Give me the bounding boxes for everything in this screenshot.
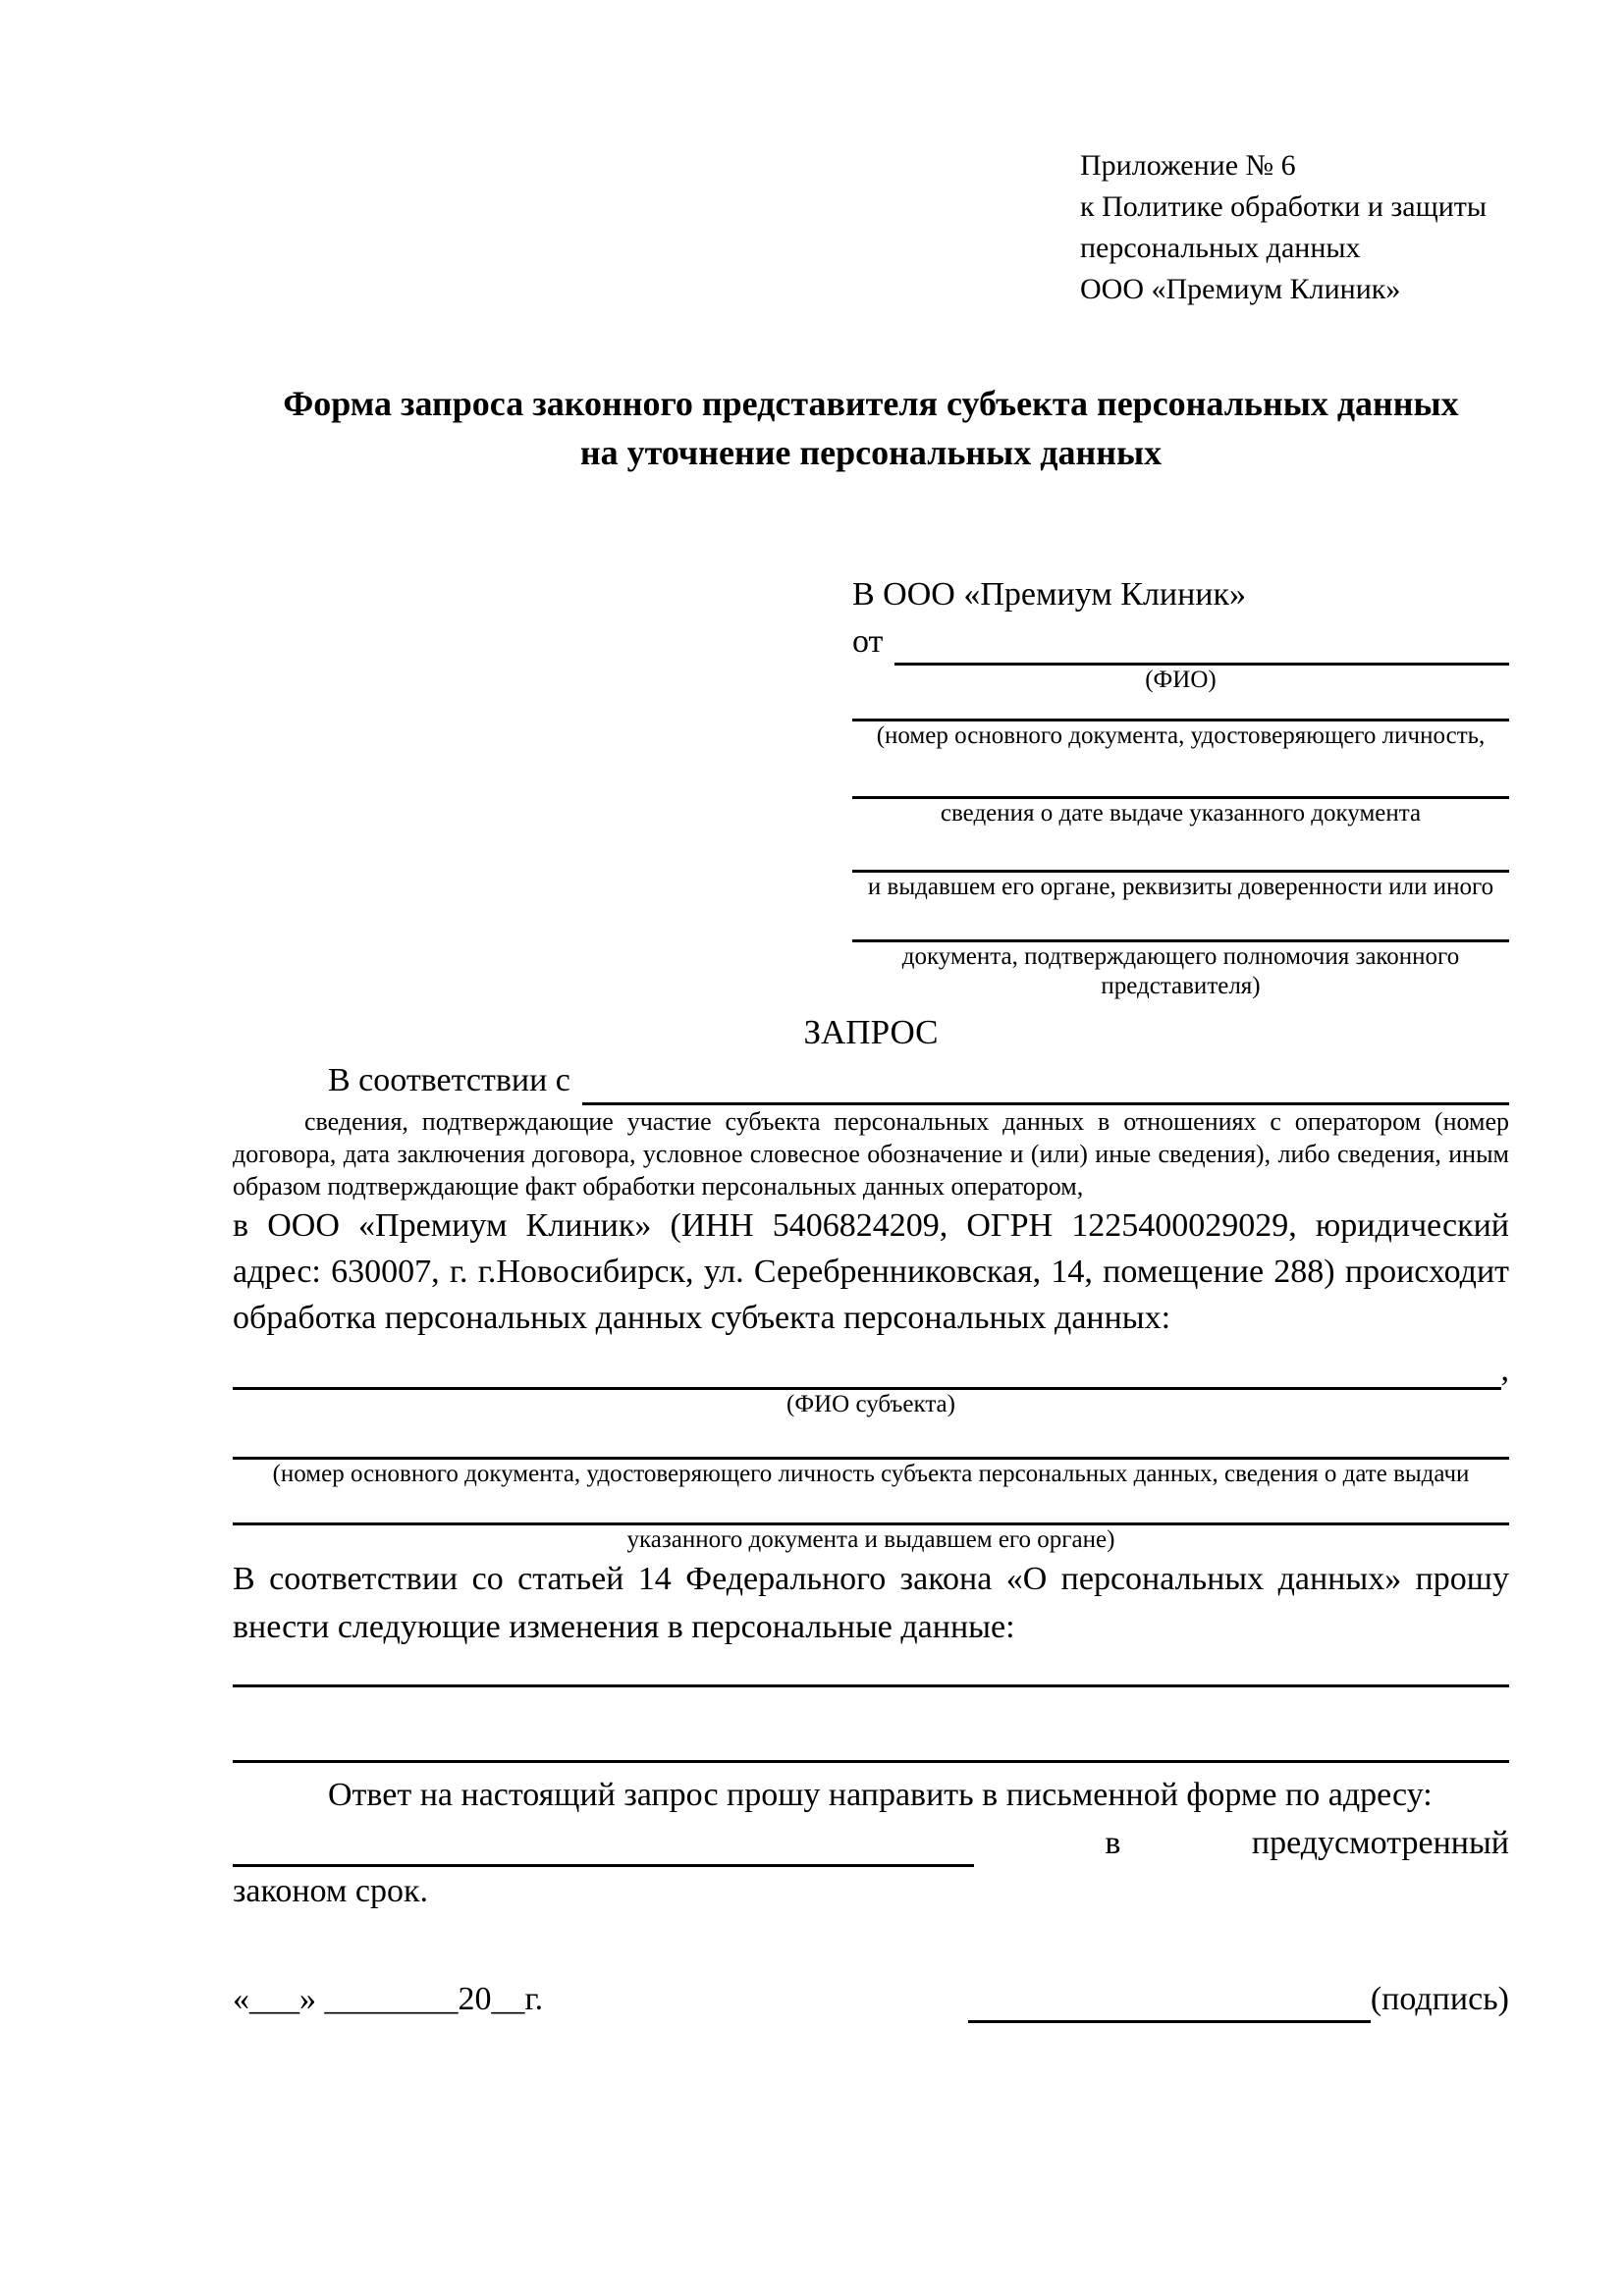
answer-line-3: законом срок. [233,1873,428,1909]
operator-paragraph: в ООО «Премиум Клиник» (ИНН 5406824209, ОГРН 1225400029029, юридический адрес: 630007, г. г.Новосибирск, ул. Серебренниковская, 14, помещение 288) происходит обработка персональных данных субъекта персональных данных: [233,1207,1509,1336]
subject-fio-row [233,1351,1509,1390]
signature-block [968,1976,1509,2023]
answer-word-in: в [1105,1825,1121,1861]
answer-word-stipulated: предусмотренный [1251,1825,1509,1861]
appendix-block [1080,145,1509,310]
changes-blank-line [233,1715,1509,1763]
representative-doc-caption: (номер основного документа, удостоверяющего личность, [876,722,1486,749]
changes-blank-line [233,1665,1509,1687]
accordance-row [233,1056,1509,1105]
date-field: «___» ________20__г. [233,1981,544,2017]
signature-caption: (подпись) [1370,1981,1509,2017]
page-title-line-2: на уточнение персональных данных [579,433,1163,472]
answer-address-row [233,1819,1509,1867]
appendix-line: к Политике обработки и защиты [1080,190,1488,223]
accordance-note: сведения, подтверждающие участие субъекта персональных данных в отношениях с оператором (номер договора, дата заключения договора, условное словесное обозначение и (или) иные сведения), либо сведения, иным образом подтверждающие факт обработки персональных данных оператором, [233,1107,1509,1201]
page-title-line-1: Форма запроса законного представителя субъекта персональных данных [283,384,1459,423]
from-row [852,618,1509,666]
representative-doc-caption: документа, подтверждающего полномочия законного представителя) [901,943,1460,999]
subject-fio-line [233,1351,1501,1390]
representative-doc-line [852,751,1509,799]
representative-doc-line [852,828,1509,873]
request-heading: ЗАПРОС [803,1013,939,1051]
answer-line-1: Ответ на настоящий запрос прошу направить в письменной форме по адресу: [328,1777,1433,1813]
subject-fio-caption: (ФИО субъекта) [786,1391,955,1417]
subject-fio-comma: , [1500,1352,1509,1388]
signature-line [968,1985,1371,2023]
answer-address-line [233,1829,974,1867]
from-fill-line [894,618,1509,666]
appendix-line: персональных данных [1080,232,1361,264]
representative-doc-line [852,695,1509,721]
accordance-fill-line [582,1056,1509,1105]
representative-doc-caption: сведения о дате выдаче указанного документа [940,800,1422,827]
article14-paragraph: В соответствии со статьей 14 Федерального закона «О персональных данных» прошу внести следующие изменения в персональные данные: [233,1561,1509,1645]
subject-doc-line [233,1489,1509,1525]
representative-doc-caption: и выдавшем его органе, реквизиты доверенности или иного [867,874,1494,900]
subject-doc-caption: указанного документа и выдавшем его органе) [626,1526,1115,1553]
signing-row [233,1976,1509,2023]
appendix-line: Приложение № 6 [1080,149,1296,182]
appendix-line: ООО «Премиум Клиник» [1080,273,1401,305]
accordance-lead: В соответствии с [328,1062,570,1098]
subject-doc-line [233,1419,1509,1460]
addressee-block [852,571,1509,1001]
addressee-to: В ООО «Премиум Клиник» [852,576,1247,613]
from-label: от [852,623,884,660]
representative-doc-line [852,902,1509,942]
subject-doc-caption: (номер основного документа, удостоверяющего личность субъекта персональных данных, сведения о дате выдачи [272,1461,1470,1487]
fio-caption: (ФИО) [1145,667,1217,693]
page-title [233,379,1509,477]
